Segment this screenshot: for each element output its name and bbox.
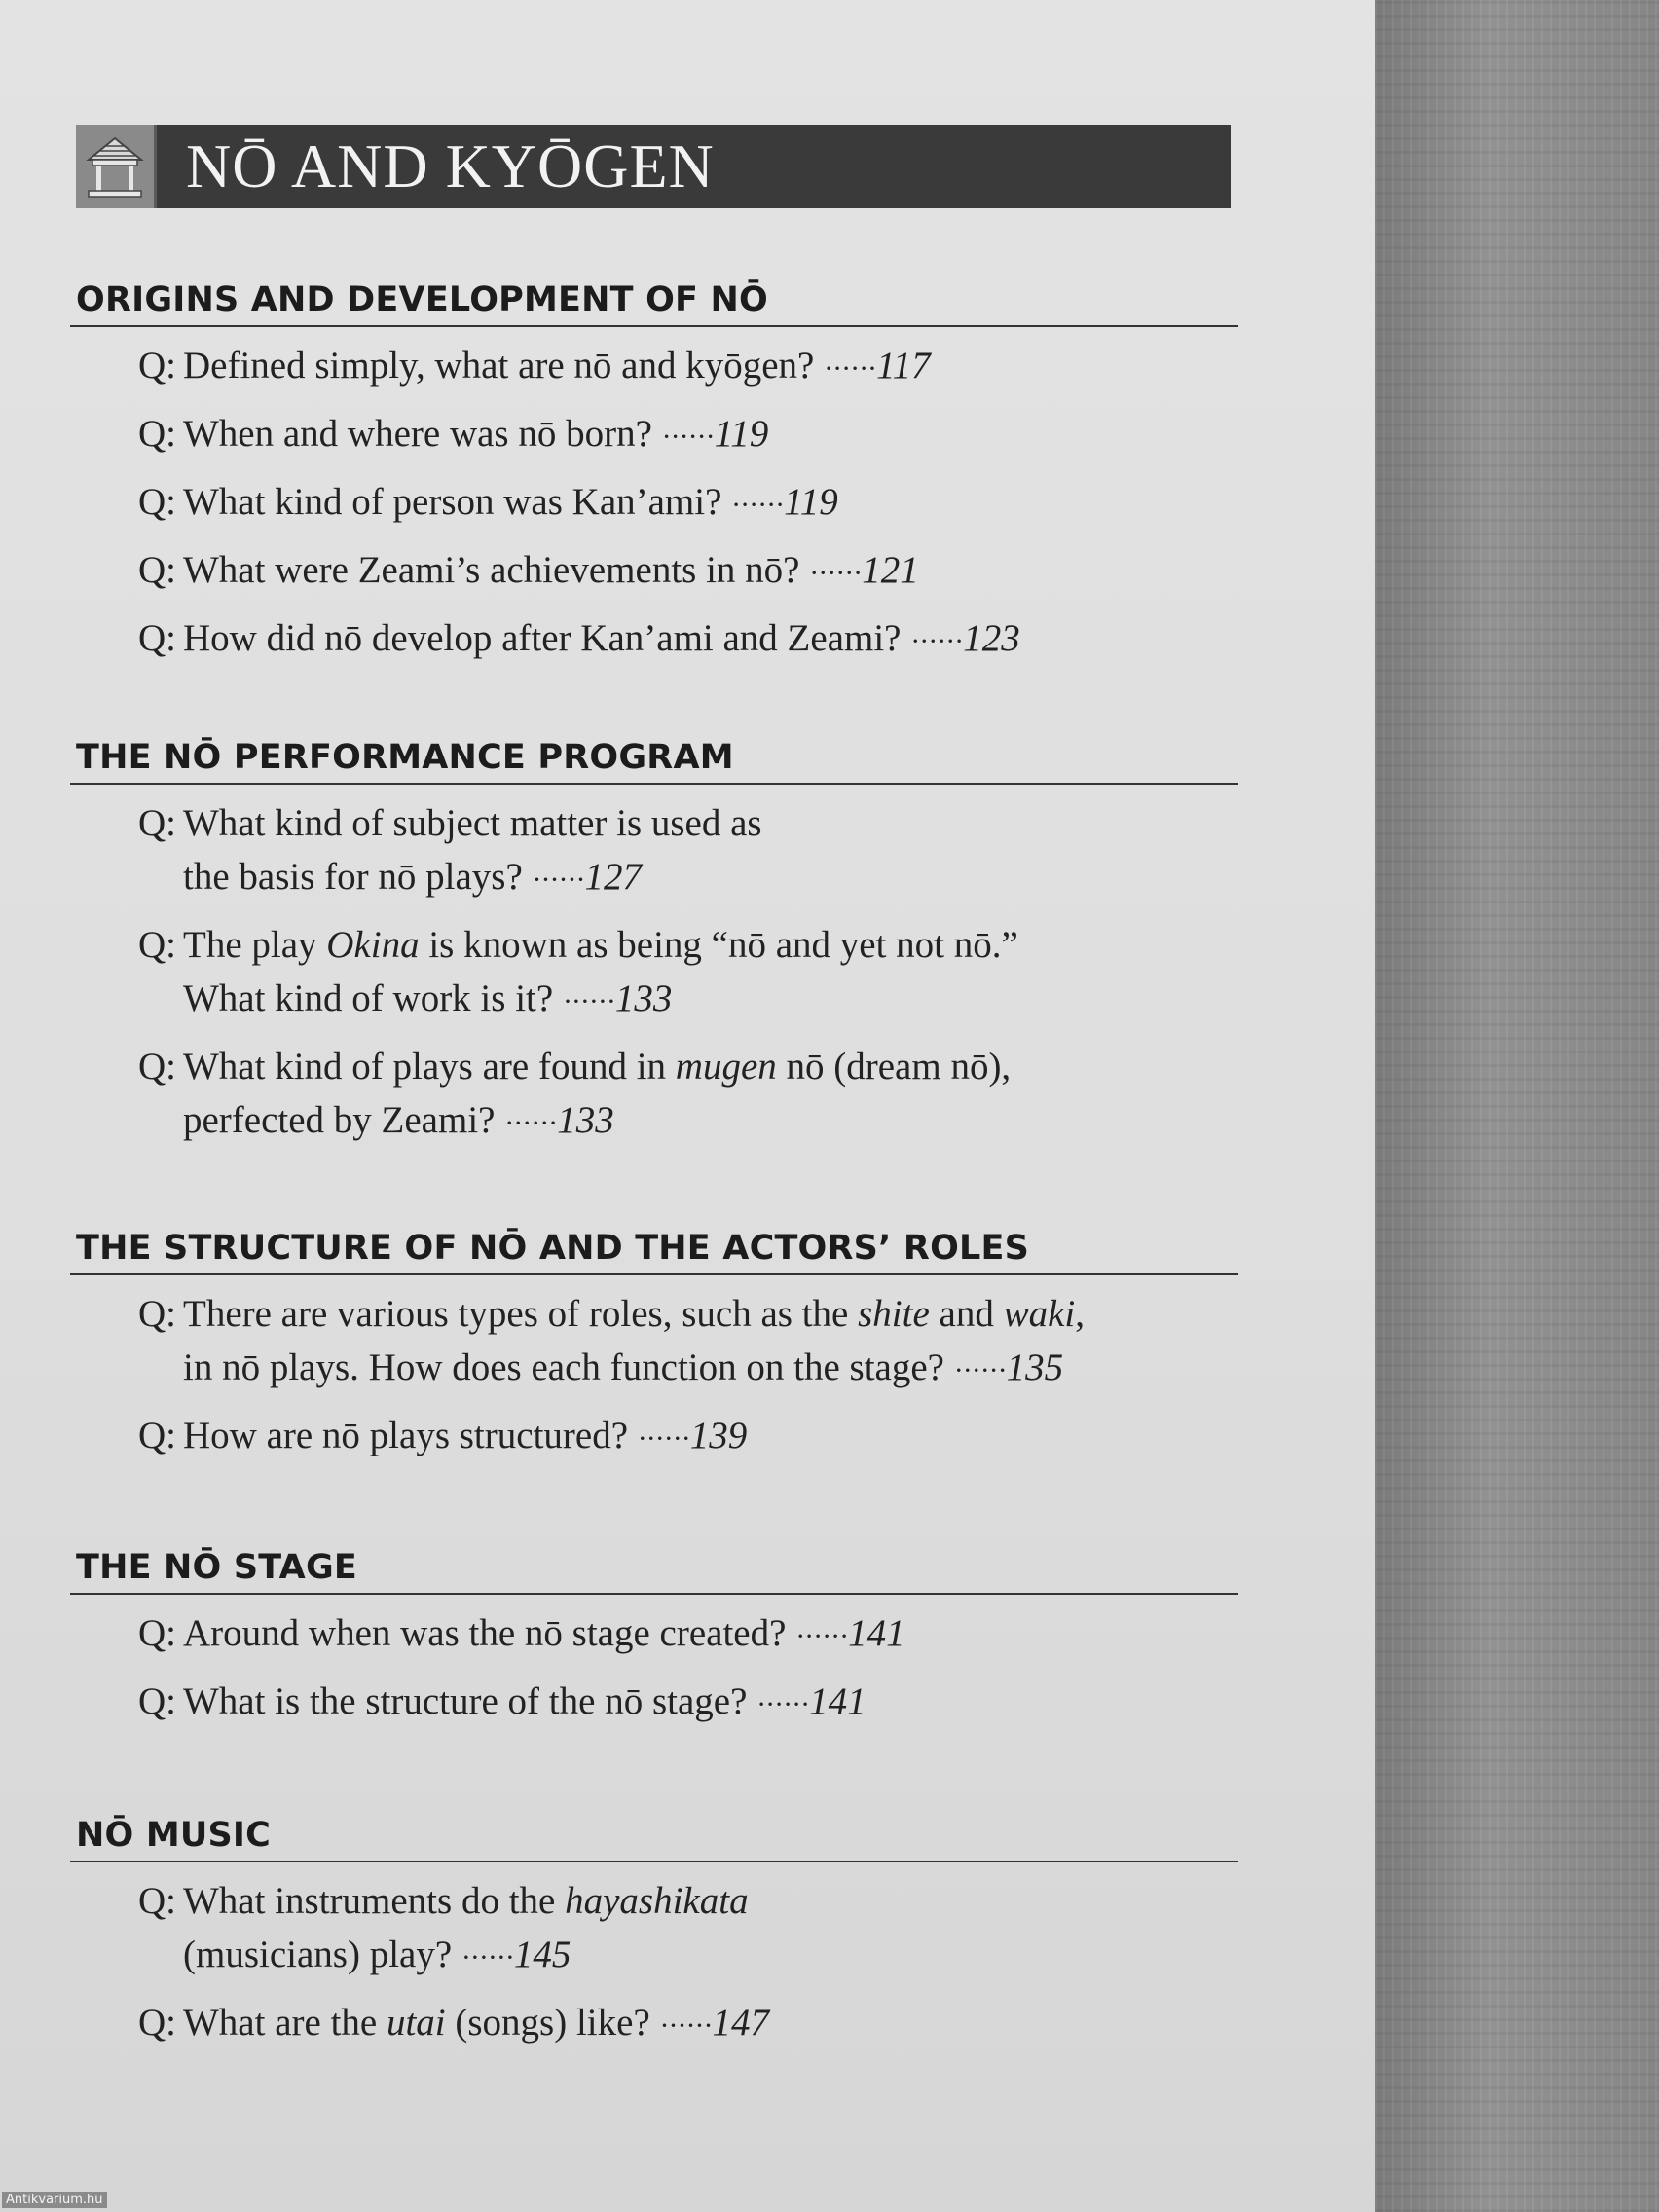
question-prefix: Q: [138, 2002, 176, 2044]
question-text: What are the utai (songs) like? ······147 [183, 2002, 769, 2044]
question-prefix: Q: [138, 481, 176, 523]
page-number: 119 [784, 481, 838, 523]
book-spine-background [1375, 0, 1659, 2212]
page-number: 135 [1006, 1346, 1064, 1388]
question-text: There are various types of roles, such as the shite and waki, in nō plays. How does each function on the stage? ······135 [183, 1293, 1085, 1388]
question-text: What were Zeami’s achievements in nō? ······121 [183, 549, 919, 591]
question-text: The play Okina is known as being “nō and yet not nō.” What kind of work is it? ······133 [183, 924, 1018, 1019]
toc-section [70, 1548, 1238, 1731]
leader-dots: ······ [795, 1620, 849, 1652]
leader-dots: ······ [504, 1107, 558, 1139]
question-prefix: Q: [138, 1612, 176, 1654]
question-text: What is the structure of the nō stage? ······141 [183, 1680, 866, 1722]
question-text: What kind of subject matter is used as the basis for nō plays? ······127 [183, 802, 762, 898]
page-number: 117 [876, 345, 931, 387]
stage-emblem-icon [76, 125, 157, 208]
page-number: 147 [712, 2002, 769, 2044]
toc-section [70, 738, 1238, 1150]
toc-question-entry [138, 611, 1238, 668]
leader-dots: ······ [659, 2009, 713, 2042]
leader-dots: ······ [910, 625, 964, 657]
section-heading: NŌ MUSIC [70, 1816, 1238, 1862]
page-number: 141 [848, 1612, 905, 1654]
toc-question-entry [138, 339, 1238, 395]
question-prefix: Q: [138, 1293, 176, 1335]
toc-section [70, 280, 1238, 668]
toc-section [70, 1816, 1238, 2052]
question-text: What kind of plays are found in mugen nō (dream nō), perfected by Zeami? ······133 [183, 1046, 1012, 1141]
toc-question-entry [138, 1874, 1238, 1984]
toc-question-entry [138, 543, 1238, 600]
question-prefix: Q: [138, 345, 176, 387]
question-text: What kind of person was Kan’ami? ······119 [183, 481, 838, 523]
question-prefix: Q: [138, 924, 176, 966]
page-number: 123 [963, 617, 1020, 659]
section-heading: ORIGINS AND DEVELOPMENT OF NŌ [70, 280, 1238, 327]
question-prefix: Q: [138, 413, 176, 455]
toc-question-entry [138, 475, 1238, 532]
toc-question-entry [138, 1287, 1238, 1397]
leader-dots: ······ [809, 557, 863, 589]
page-number: 145 [513, 1934, 571, 1975]
question-prefix: Q: [138, 617, 176, 659]
question-text: How are nō plays structured? ······139 [183, 1415, 748, 1456]
toc-question-entry [138, 796, 1238, 906]
chapter-banner [76, 125, 1231, 208]
chapter-title: NŌ AND KYŌGEN [186, 131, 715, 201]
leader-dots: ······ [756, 1688, 810, 1720]
page-number: 119 [714, 413, 769, 455]
leader-dots: ······ [532, 864, 585, 896]
section-heading: THE NŌ STAGE [70, 1548, 1238, 1595]
question-prefix: Q: [138, 802, 176, 844]
leader-dots: ······ [953, 1354, 1007, 1386]
leader-dots: ······ [661, 421, 715, 453]
toc-question-entry [138, 407, 1238, 463]
question-text: Defined simply, what are nō and kyōgen? ······117 [183, 345, 931, 387]
question-prefix: Q: [138, 1680, 176, 1722]
toc-question-entry [138, 918, 1238, 1028]
page-number: 139 [689, 1415, 748, 1456]
question-text: What instruments do the hayashikata (musicians) play? ······145 [183, 1880, 749, 1975]
leader-dots: ······ [562, 985, 615, 1017]
question-prefix: Q: [138, 549, 176, 591]
page-number: 133 [557, 1099, 614, 1141]
toc-question-entry [138, 1996, 1238, 2052]
leader-dots: ······ [637, 1422, 690, 1455]
toc-section [70, 1229, 1238, 1465]
question-text: How did nō develop after Kan’ami and Zeami? ······123 [183, 617, 1020, 659]
question-text: When and where was nō born? ······119 [183, 413, 769, 455]
toc-question-entry [138, 1675, 1238, 1731]
page-number: 133 [614, 977, 673, 1019]
question-prefix: Q: [138, 1880, 176, 1922]
page-number: 141 [809, 1680, 866, 1722]
toc-question-entry [138, 1040, 1238, 1150]
toc-question-entry [138, 1606, 1238, 1663]
toc-question-entry [138, 1409, 1238, 1465]
question-text: Around when was the nō stage created? ······141 [183, 1612, 905, 1654]
section-heading: THE STRUCTURE OF NŌ AND THE ACTORS’ ROLES [70, 1229, 1238, 1275]
leader-dots: ······ [731, 489, 785, 521]
page-number: 121 [862, 549, 919, 591]
question-prefix: Q: [138, 1415, 176, 1456]
watermark-credit: Antikvarium.hu [2, 2192, 107, 2208]
section-heading: THE NŌ PERFORMANCE PROGRAM [70, 738, 1238, 785]
leader-dots: ······ [461, 1941, 514, 1973]
leader-dots: ······ [824, 352, 877, 385]
question-prefix: Q: [138, 1046, 176, 1088]
page-number: 127 [584, 856, 642, 898]
